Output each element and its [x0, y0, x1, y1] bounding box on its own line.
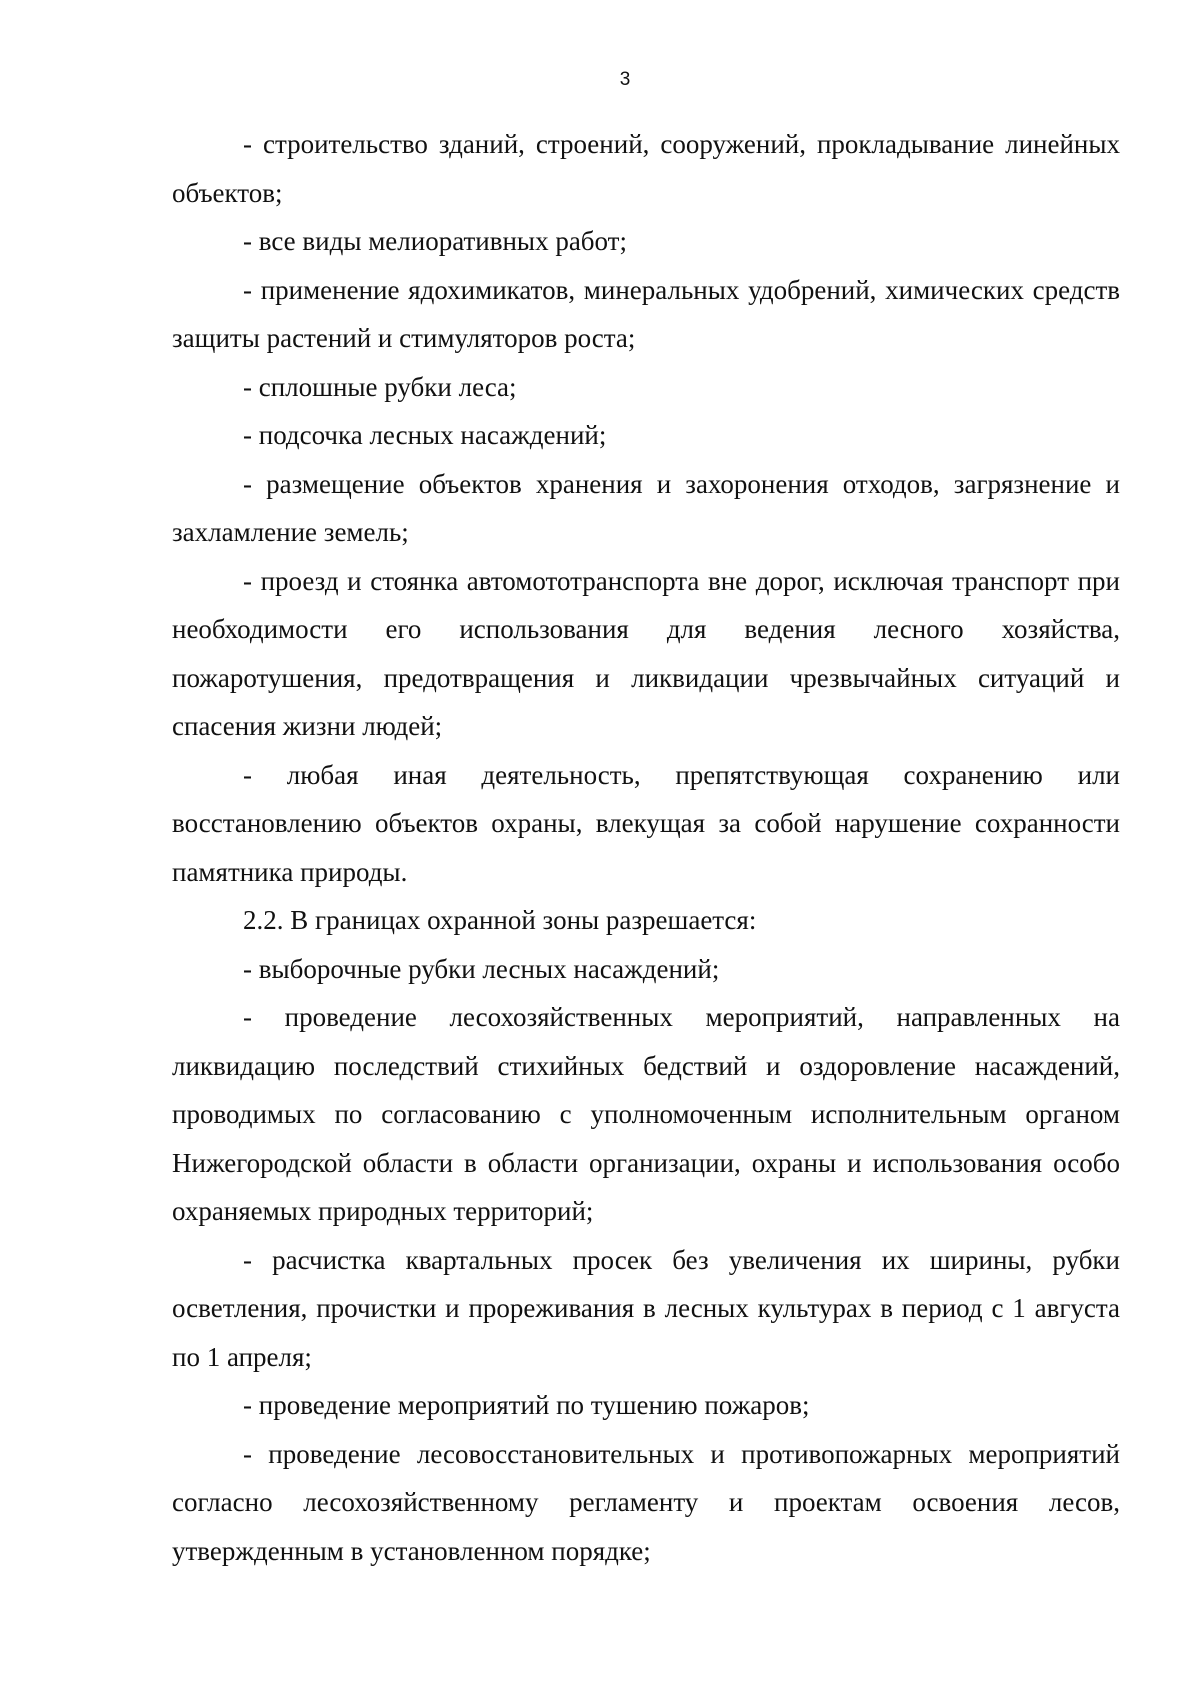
list-item-tapping: - подсочка лесных насаждений;: [243, 420, 607, 450]
list-item-other-activity: - любая иная деятельность, препятствующая сохранению или восстановлению объектов охраны, влекущая за собой нарушение сохранности памятника природы.: [172, 759, 1120, 887]
list-item-vehicles: - проезд и стоянка автомототранспорта вне дорог, исключая транспорт при необходимости его использования для ведения лесного хозяйства, пожаротушения, предотвращения и ликвидации чрезвычайных ситуаций и спасения жизни людей;: [172, 565, 1120, 741]
list-item-reforestation: - проведение лесовосстановительных и противопожарных мероприятий согласно лесохозяйственному регламенту и проектам освоения лесов, утвержденным в установленном порядке;: [172, 1438, 1120, 1566]
list-item-waste: - размещение объектов хранения и захоронения отходов, загрязнение и захламление земель;: [172, 468, 1120, 547]
page-number: 3: [619, 69, 631, 90]
list-item-construction: - строительство зданий, строений, сооружений, прокладывание линейных объектов;: [172, 129, 1120, 208]
list-item-clear-cutting: - сплошные рубки леса;: [243, 371, 517, 402]
document-body: [172, 120, 1120, 1575]
list-item-forestry-measures: - проведение лесохозяйственных мероприятий, направленных на ликвидацию последствий стихийных бедствий и оздоровление насаждений, проводимых по согласованию с уполномоченным исполнительным органом Нижегородской области в области организации, охраны и использования особо охраняемых природных территорий;: [172, 1002, 1120, 1226]
list-item-chemicals: - применение ядохимикатов, минеральных удобрений, химических средств защиты растений и стимуляторов роста;: [172, 274, 1120, 353]
section-heading-allowed: 2.2. В границах охранной зоны разрешается:: [243, 905, 757, 935]
list-item-clearing: - расчистка квартальных просек без увеличения их ширины, рубки осветления, прочистки и прореживания в лесных культурах в период с 1 августа по 1 апреля;: [172, 1244, 1120, 1372]
list-item-selective-cutting: - выборочные рубки лесных насаждений;: [243, 953, 720, 984]
list-item-melioration: - все виды мелиоративных работ;: [243, 226, 627, 256]
list-item-firefighting: - проведение мероприятий по тушению пожаров;: [243, 1390, 810, 1420]
